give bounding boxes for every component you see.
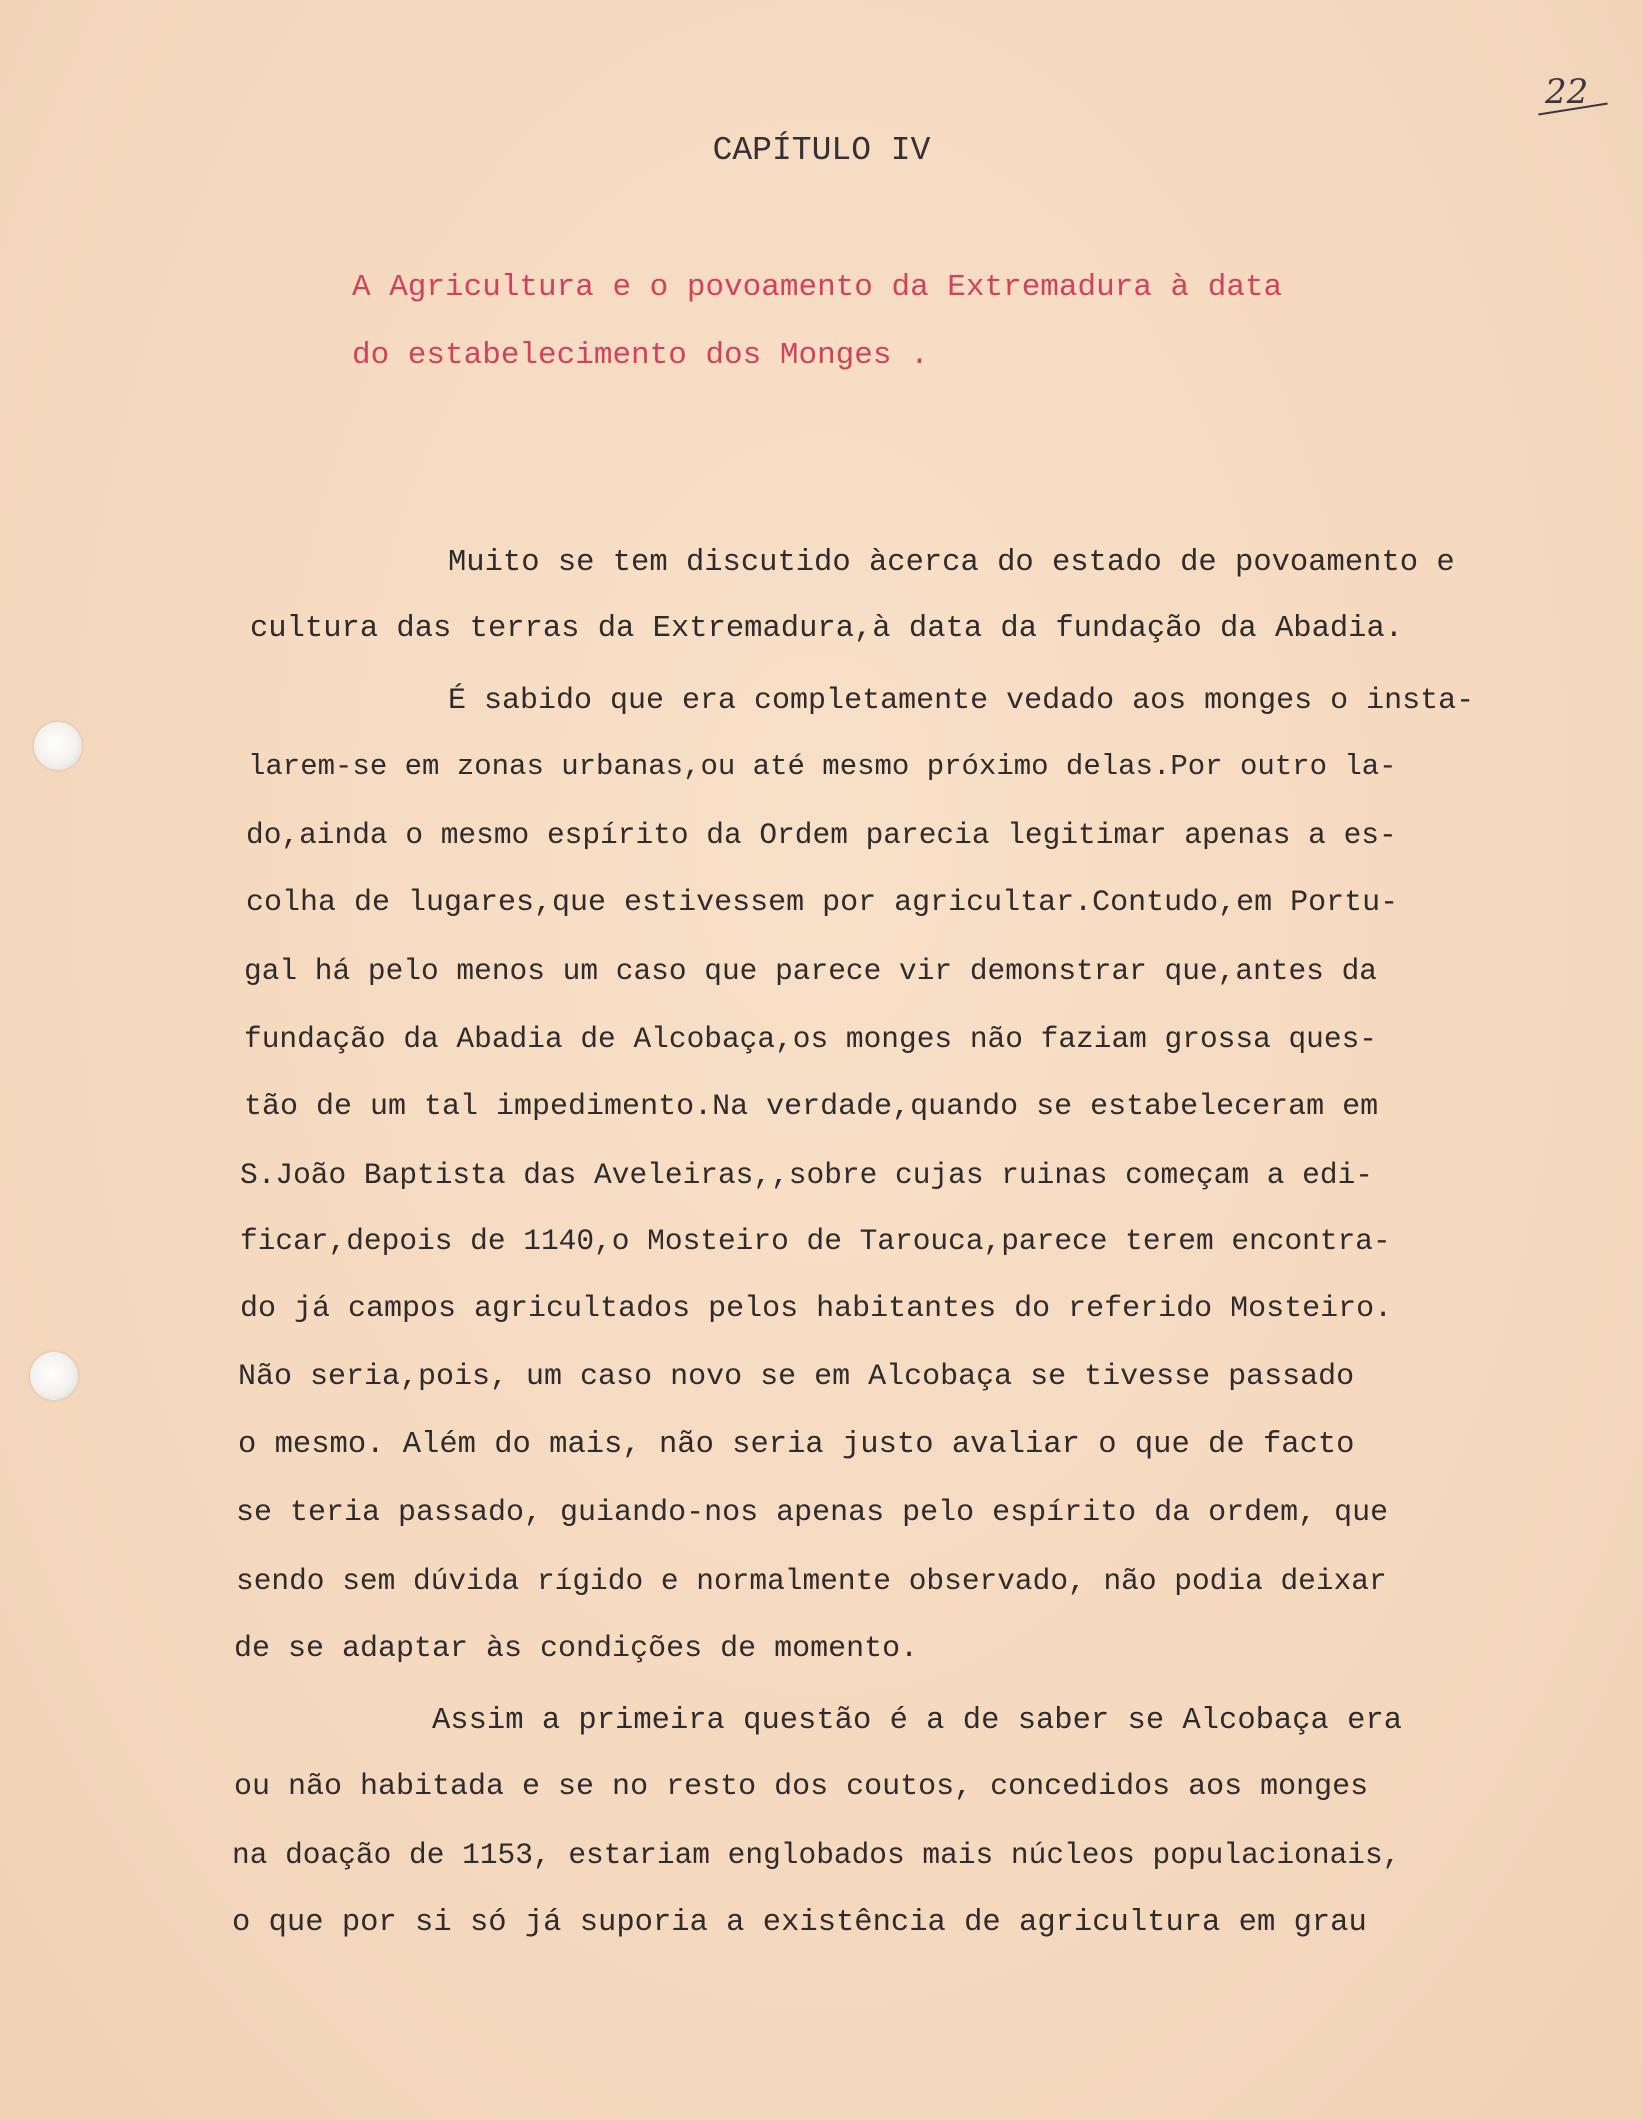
paragraph-line: larem-se em zonas urbanas,ou até mesmo próximo delas.Por outro la- bbox=[248, 750, 1397, 783]
paragraph-line: Assim a primeira questão é a de saber se Alcobaça era bbox=[432, 1704, 1403, 1738]
paragraph-line: cultura das terras da Extremadura,à data da fundação da Abadia. bbox=[250, 612, 1404, 646]
paragraph-line: do,ainda o mesmo espírito da Ordem parecia legitimar apenas a es- bbox=[246, 818, 1397, 852]
paragraph-line: na doação de 1153, estariam englobados mais núcleos populacionais, bbox=[232, 1838, 1401, 1872]
paragraph-line: de se adaptar às condições de momento. bbox=[234, 1632, 919, 1666]
paragraph-line: S.João Baptista das Aveleiras,,sobre cujas ruinas começam a edi- bbox=[240, 1158, 1373, 1192]
paragraph-line: Não seria,pois, um caso novo se em Alcobaça se tivesse passado bbox=[238, 1360, 1355, 1394]
punch-hole-bottom bbox=[30, 1352, 78, 1400]
paragraph-line: gal há pelo menos um caso que parece vir demonstrar que,antes da bbox=[244, 954, 1377, 988]
paragraph-line: É sabido que era completamente vedado aos monges o insta- bbox=[448, 684, 1475, 718]
paragraph-line: colha de lugares,que estivessem por agricultar.Contudo,em Portu- bbox=[246, 886, 1399, 920]
paragraph-line: tão de um tal impedimento.Na verdade,quando se estabeleceram em bbox=[244, 1090, 1379, 1124]
paragraph-line: se teria passado, guiando-nos apenas pelo espírito da ordem, que bbox=[236, 1496, 1389, 1530]
paragraph-line: ou não habitada e se no resto dos coutos, concedidos aos monges bbox=[234, 1770, 1369, 1804]
paragraph-line: o que por si só já suporia a existência de agricultura em grau bbox=[232, 1906, 1367, 1940]
paragraph-line: Muito se tem discutido àcerca do estado de povoamento e bbox=[448, 546, 1455, 580]
punch-hole-top bbox=[34, 722, 82, 770]
subtitle-line: do estabelecimento dos Monges . bbox=[352, 338, 929, 373]
subtitle-line: A Agricultura e o povoamento da Extremadura à data bbox=[352, 270, 1283, 305]
paragraph-line: o mesmo. Além do mais, não seria justo avaliar o que de facto bbox=[238, 1428, 1355, 1462]
chapter-title: CAPÍTULO IV bbox=[712, 132, 931, 169]
paragraph-line: do já campos agricultados pelos habitantes do referido Mosteiro. bbox=[240, 1292, 1393, 1326]
paragraph-line: sendo sem dúvida rígido e normalmente observado, não podia deixar bbox=[236, 1564, 1387, 1598]
page-number: 22 bbox=[1545, 72, 1589, 112]
paragraph-line: fundação da Abadia de Alcobaça,os monges não faziam grossa ques- bbox=[244, 1022, 1377, 1056]
paragraph-line: ficar,depois de 1140,o Mosteiro de Tarouca,parece terem encontra- bbox=[240, 1224, 1391, 1258]
